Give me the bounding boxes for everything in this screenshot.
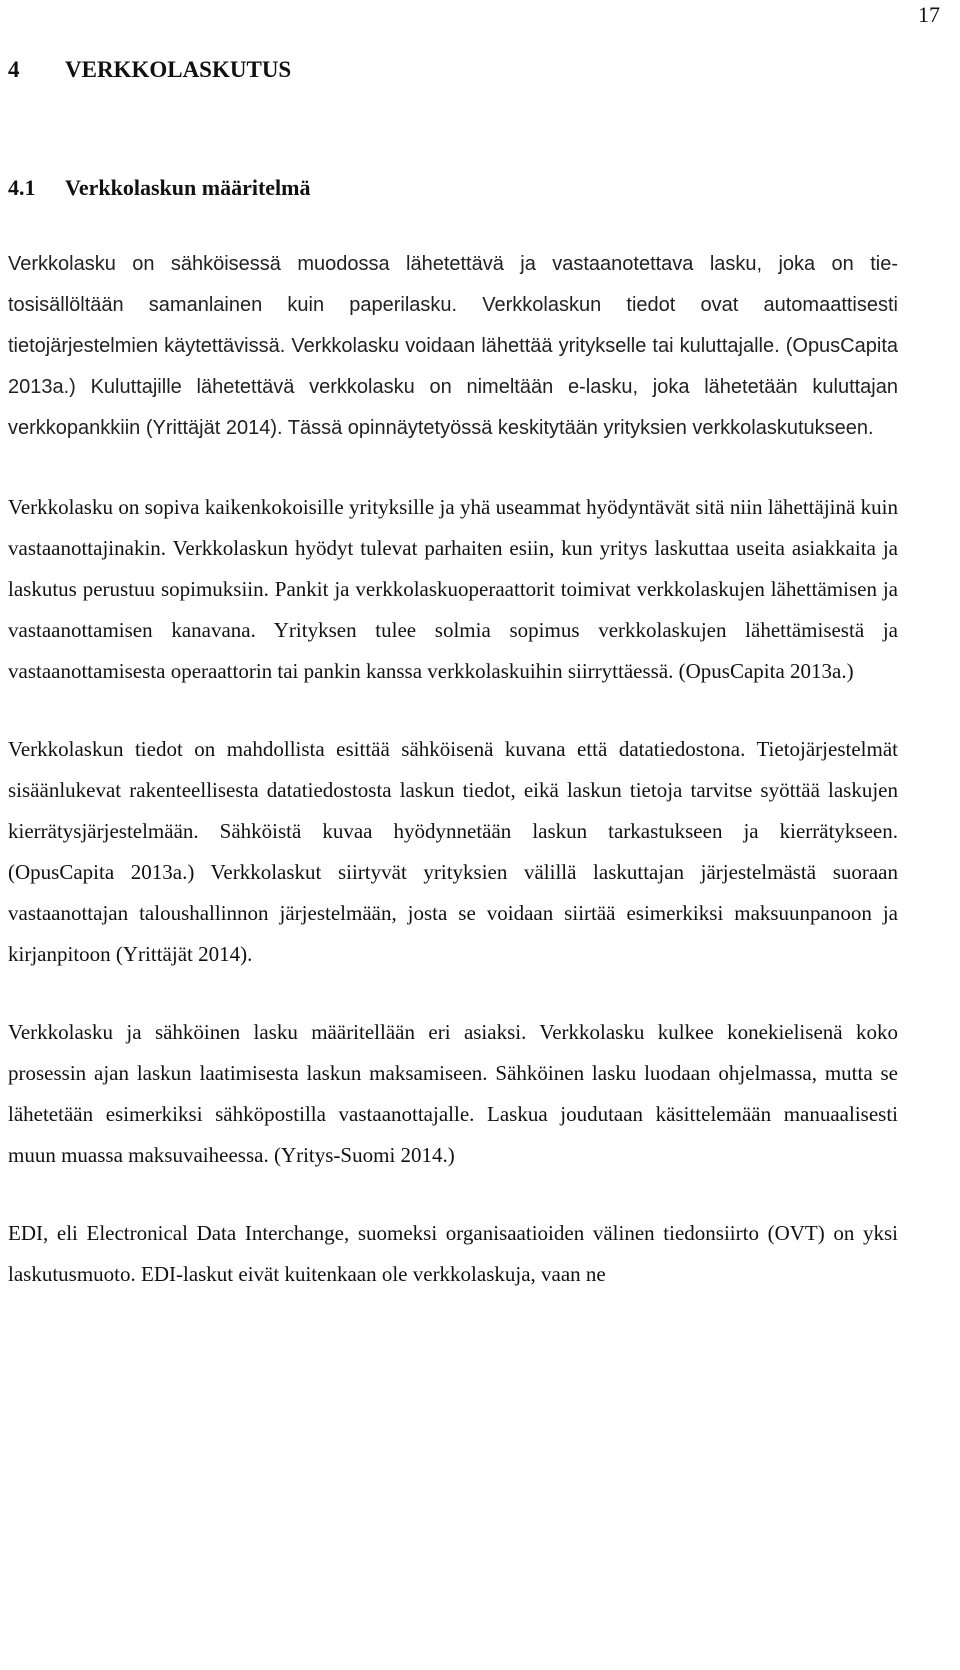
paragraph: Verkkolasku on sopiva kaikenkokoisille yrityksille ja yhä useammat hyödyntävät sitä niin lähettäjinä kuin vastaanottajinakin. Verkkolaskun hyödyt tulevat parhaiten esiin, kun yritys laskuttaa useita asiakkaita ja laskutus perustuu sopimuksiin. Pankit ja verkkolaskuoperaattorit toimivat verkkolaskujen lähettämisen ja vastaanottamisen kanavana. Yrityksen tulee solmia sopimus verkkolaskujen lähettämisestä ja vastaanottamisesta operaattorin tai pankin kanssa verkkolaskuihin siirryttäessä. (OpusCapita 2013a.)	[8, 495, 898, 683]
page-number: 17	[918, 2, 940, 27]
paragraph: EDI, eli Electronical Data Interchange, suomeksi organisaatioiden välinen tiedonsiirto (OVT) on yksi laskutusmuoto. EDI-laskut eivät kuitenkaan ole verkkolaskuja, vaan ne	[8, 1221, 898, 1286]
chapter-number: 4	[8, 57, 20, 82]
section-title: Verkkolaskun määritelmä	[65, 175, 311, 200]
paragraph: Verkkolasku ja sähköinen lasku määritellään eri asiaksi. Verkkolasku kulkee konekielisenä koko prosessin ajan laskun laatimisesta laskun maksamiseen. Sähköinen lasku luodaan ohjelmassa, mutta se lähetetään esimerkiksi sähköpostilla vastaanottajalle. Laskua joudutaan käsittelemään manuaalisesti muun muassa maksuvaiheessa. (Yritys-Suomi 2014.)	[8, 1020, 898, 1167]
section-number: 4.1	[8, 175, 36, 200]
section-heading	[8, 168, 898, 208]
document-body	[8, 50, 898, 1295]
chapter-title: VERKKOLASKUTUS	[65, 57, 292, 82]
paragraph: Verkkolasku on sähköisessä muodossa lähetettävä ja vastaanotettava lasku, joka on tietosisällöltään samanlainen kuin paperilasku. Verkkolaskun tiedot ovat automaattisesti tietojärjestelmien käytettävissä. Verkkolasku voidaan lähettää yritykselle tai kuluttajalle. (OpusCapita 2013a.) Kuluttajille lähetettävä verkkolasku on nimeltään e-lasku, joka lähetetään kuluttajan verkkopankkiin (Yrittäjät 2014). Tässä opinnäytetyössä keskitytään yrityksien verkkolaskutukseen.	[8, 253, 898, 439]
paragraph: Verkkolaskun tiedot on mahdollista esittää sähköisenä kuvana että datatiedostona. Tietojärjestelmät sisäänlukevat rakenteellisesta datatiedostosta laskun tiedot, eikä laskun tietoja tarvitse syöttää laskujen kierrätysjärjestelmään. Sähköistä kuvaa hyödynnetään laskun tarkastukseen ja kierrätykseen. (OpusCapita 2013a.) Verkkolaskut siirtyvät yrityksien välillä laskuttajan järjestelmästä suoraan vastaanottajan taloushallinnon järjestelmään, josta se voidaan siirtää esimerkiksi maksuunpanoon ja kirjanpitoon (Yrittäjät 2014).	[8, 737, 898, 966]
chapter-heading	[8, 50, 898, 90]
